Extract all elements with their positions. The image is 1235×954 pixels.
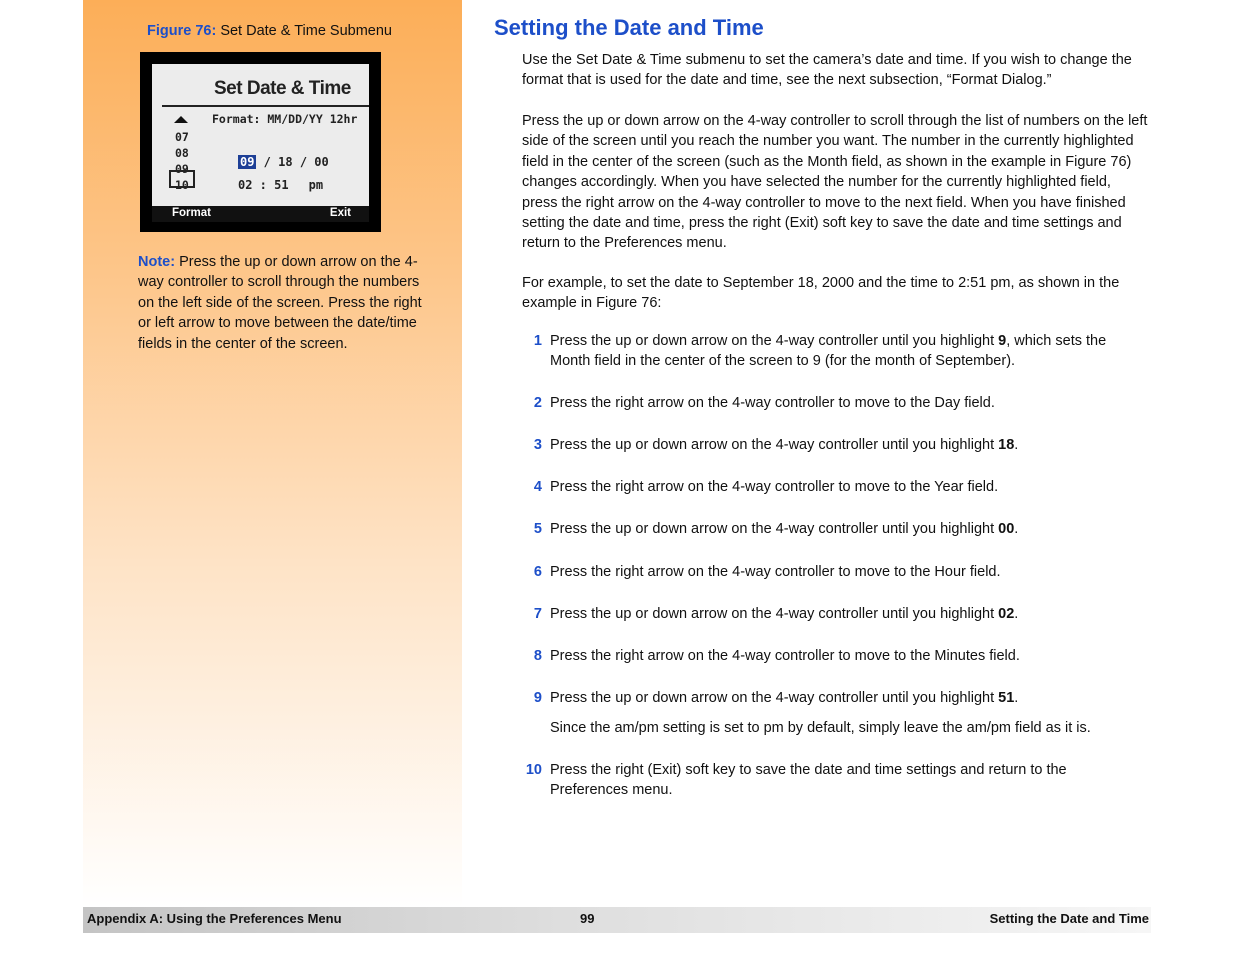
screen-title: Set Date & Time: [214, 78, 351, 99]
step-text: Press the right arrow on the 4-way controller to move to the Year field.: [550, 479, 999, 495]
up-arrow-icon: [174, 116, 188, 123]
list-number: 08: [175, 146, 189, 160]
camera-screen: [152, 64, 369, 222]
screen-divider: [162, 105, 369, 107]
footer-topic-title: Setting the Date and Time: [989, 911, 1149, 926]
minute-field: 51: [274, 178, 289, 192]
time-separator: :: [252, 178, 275, 192]
step-number: 2: [533, 395, 542, 411]
step-number: 10: [525, 762, 542, 778]
date-separator: /: [256, 155, 279, 169]
step-text: Press the right (Exit) soft key to save the date and time settings and return to the Preferences menu.: [550, 762, 1067, 799]
step-text: Press the up or down arrow on the 4-way controller until you highlight 9, which sets the Month field in the center of the screen to 9 (for the month of September).: [550, 333, 1107, 370]
note-label: Note:: [138, 254, 176, 270]
list-number: 10: [175, 178, 189, 192]
screen-format-line: Format: MM/DD/YY 12hr: [212, 112, 358, 126]
format-softkey: Format: [172, 207, 211, 219]
step-text: Press the up or down arrow on the 4-way controller until you highlight 51.: [550, 690, 1019, 706]
step-text: Press the up or down arrow on the 4-way controller until you highlight 02.: [550, 606, 1019, 622]
footer-section-title: Appendix A: Using the Preferences Menu: [87, 911, 342, 926]
exit-softkey: Exit: [329, 207, 351, 219]
step-text: Press the up or down arrow on the 4-way controller until you highlight 18.: [550, 437, 1019, 453]
step-number: 8: [533, 648, 542, 664]
softkey-bar: [152, 206, 369, 222]
step-text: Press the up or down arrow on the 4-way controller until you highlight 00.: [550, 521, 1019, 537]
year-field: 00: [314, 155, 329, 169]
step-number: 3: [533, 437, 542, 453]
time-row: [238, 178, 323, 192]
month-field-highlighted: 09: [240, 155, 255, 169]
step-followup-text: Since the am/pm setting is set to pm by default, simply leave the am/pm field as it is.: [550, 720, 1091, 736]
day-field: 18: [278, 155, 293, 169]
step-number: 5: [533, 521, 542, 537]
note-block: [138, 252, 438, 354]
step-number: 9: [533, 690, 542, 706]
hour-field: 02: [238, 178, 253, 192]
step-number: 7: [533, 606, 542, 622]
note-text: Press the up or down arrow on the 4-way controller to scroll through the numbers on the left side of the screen. Press the right or left arrow to move between the date/time fields in the center of the screen.: [138, 254, 422, 352]
step-text: Press the right arrow on the 4-way controller to move to the Hour field.: [550, 564, 1001, 580]
date-separator: /: [292, 155, 315, 169]
ampm-field: pm: [308, 178, 324, 192]
intro-paragraph: Use the Set Date & Time submenu to set the camera’s date and time. If you wish to change the format that is used for the date and time, see the next subsection, “Format Dialog.”: [522, 52, 1132, 89]
figure-caption-text: Set Date & Time Submenu: [216, 23, 392, 39]
page-footer: [83, 907, 1151, 933]
date-row: [238, 155, 329, 169]
list-number: 07: [175, 130, 189, 144]
step-text: Press the right arrow on the 4-way controller to move to the Day field.: [550, 395, 995, 411]
figure-label: Figure 76:: [147, 23, 217, 39]
step-number: 1: [533, 333, 542, 349]
step-text: Press the right arrow on the 4-way controller to move to the Minutes field.: [550, 648, 1020, 664]
list-number-selected: 09: [175, 162, 189, 176]
step-number: 6: [533, 564, 542, 580]
camera-screen-image: [140, 52, 381, 232]
page-number: 99: [580, 911, 595, 926]
page-heading: Setting the Date and Time: [494, 15, 764, 40]
instructions-paragraph: Press the up or down arrow on the 4-way controller to scroll through the list of numbers on the left side of the screen until you reach the number you want. The number in the currently highlighted field in the center of the screen (such as the Month field, as shown in the example in Figure 76) changes accordingly. When you have selected the number for the currently highlighted field, press the right arrow on the 4-way controller to move to the next field. When you have finished setting the date and time, press the right (Exit) soft key to save the date and time settings and return to the Preferences menu.: [522, 113, 1148, 252]
example-paragraph: For example, to set the date to September 18, 2000 and the time to 2:51 pm, as shown in the example in Figure 76:: [522, 275, 1120, 312]
step-number: 4: [533, 479, 542, 495]
figure-caption: [147, 23, 392, 39]
